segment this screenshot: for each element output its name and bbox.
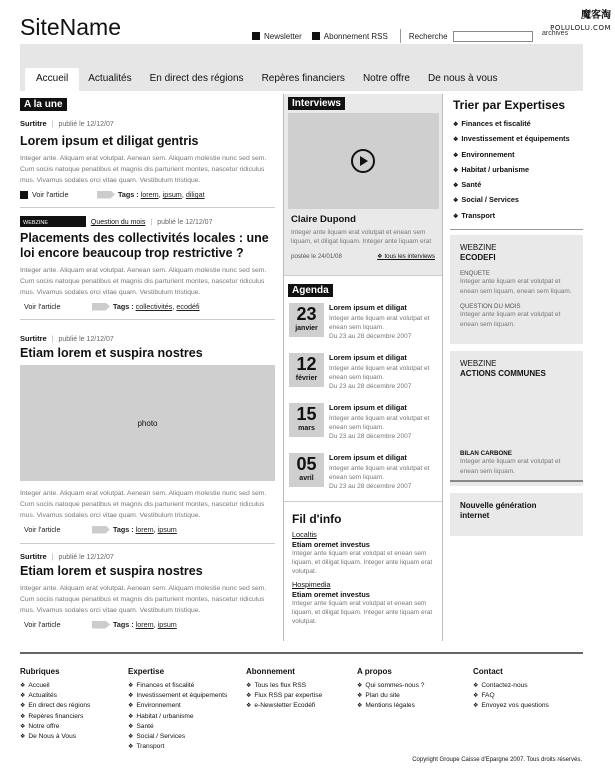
info-body: Integer ante liquam erat volutpat et enean sem liquam, et diligat liquam. Integer ante liquam erat volutpat. bbox=[292, 550, 433, 575]
section-title: A la une bbox=[20, 98, 67, 111]
event-body: Integer ante liquam erat volutpat et enean sem liquam. bbox=[329, 465, 430, 481]
agenda-item[interactable] bbox=[289, 453, 442, 491]
footer-link[interactable]: ❖ FAQ bbox=[473, 691, 549, 701]
footer-link[interactable]: ❖ Habitat / urbanisme bbox=[128, 712, 227, 722]
footer-link[interactable]: ❖ Actualités bbox=[20, 691, 90, 701]
footer-link[interactable]: ❖ Accueil bbox=[20, 681, 90, 691]
footer-link[interactable]: ❖ Investissement et équipements bbox=[128, 691, 227, 701]
webzine-badge bbox=[20, 216, 86, 227]
month: février bbox=[295, 375, 318, 382]
event-title: Lorem ipsum et diligat bbox=[329, 453, 407, 462]
tag-link[interactable]: ipsum bbox=[157, 620, 177, 629]
agenda-item[interactable] bbox=[289, 403, 442, 441]
divider bbox=[450, 480, 583, 482]
promo-title: Nouvelle génération bbox=[460, 501, 537, 511]
event-title: Lorem ipsum et diligat bbox=[329, 403, 407, 412]
expertise-item[interactable]: ❖ Transport bbox=[453, 209, 583, 224]
publish-date: publié le 12/12/07 bbox=[157, 219, 213, 226]
read-more-link[interactable]: Voir l'article bbox=[24, 302, 61, 311]
article-body: Integer ante. Aliquam erat volutpat. Aenean sem. Aliquam molestie nunc sed sem. Cum sociis natoque penatibus et magnis dis parturient montes, nascetur ridiculus mus. Vivamus sodales orci vitae quam. Vestibulum tristique. bbox=[20, 490, 267, 519]
event-body: Integer ante liquam erat volutpat et enean sem liquam. bbox=[329, 415, 430, 431]
tag-link[interactable]: lorem bbox=[135, 620, 154, 629]
date-block bbox=[289, 453, 324, 487]
top-links bbox=[252, 29, 533, 43]
tags-label: Tags : bbox=[113, 525, 134, 534]
all-interviews-label: tous les interviews bbox=[384, 253, 435, 260]
divider bbox=[20, 543, 275, 544]
article-2: WEBZINE ECODEFI Question du mois | publié le 12/12/07 Placements des collectivités locales : une loi encore beaucoup trop restrictive ? Integer ante. Aliquam erat volutpat. Aenean sem. Aliquam molestie nunc sed sem. Cum sociis natoque penatibus et magnis dis parturient montes, nascetur ridiculus mus. Vivamus sodales orci vitae quam. Vestibulum tristique. Voir l'article Tags : collectivités, ecodéfi bbox=[20, 216, 275, 311]
footer-link[interactable]: ❖ En direct des régions bbox=[20, 701, 90, 711]
event-title: Lorem ipsum et diligat bbox=[329, 303, 407, 312]
newsletter-link[interactable]: Newsletter bbox=[264, 31, 302, 41]
footer-heading: Contact bbox=[473, 667, 503, 676]
footer-link[interactable]: ❖ Flux RSS par expertise bbox=[246, 691, 322, 701]
video-player[interactable] bbox=[288, 113, 439, 209]
month: mars bbox=[298, 425, 315, 432]
footer-link[interactable]: ❖ Environnement bbox=[128, 701, 227, 711]
footer-link[interactable]: ❖ De Nous à Vous bbox=[20, 732, 90, 742]
section-title: Trier par Expertises bbox=[453, 98, 566, 112]
tag-link[interactable]: ipsum bbox=[157, 525, 177, 534]
day: 05 bbox=[296, 454, 317, 474]
day: 23 bbox=[296, 304, 317, 324]
surtitre: Surtitre bbox=[20, 334, 47, 343]
footer-col-abonnement bbox=[246, 667, 322, 712]
read-more-link[interactable]: Voir l'article bbox=[24, 525, 61, 534]
promo-title: internet bbox=[460, 511, 490, 521]
month: avril bbox=[299, 475, 314, 482]
source-link[interactable]: Hospimedia bbox=[292, 580, 331, 589]
section-title: Interviews bbox=[288, 97, 345, 110]
publish-date: publié le 12/12/07 bbox=[58, 121, 114, 128]
a-la-une bbox=[20, 98, 275, 629]
expertise-item[interactable]: ❖ Santé bbox=[453, 178, 583, 193]
badge-text: ECODEFI bbox=[49, 217, 83, 226]
event-body: Integer ante liquam erat volutpat et enean sem liquam. bbox=[329, 365, 430, 381]
article-3: Surtitre | publié le 12/12/07 Etiam lorem et suspira nostres photo Integer ante. Aliquam erat volutpat. Aenean sem. Aliquam molestie nunc sed sem. Cum sociis natoque penatibus et magnis dis parturient montes, nascetur ridiculus mus. Vivamus sodales orci vitae quam. Vestibulum tristique. Voir l'article Tags : lorem, ipsum bbox=[20, 334, 275, 534]
square-icon bbox=[20, 191, 28, 199]
divider bbox=[400, 29, 401, 43]
webzine-subhead: BILAN CARBONE bbox=[460, 450, 512, 458]
tag-icon bbox=[92, 621, 110, 629]
date-block bbox=[289, 353, 324, 387]
month: janvier bbox=[295, 325, 318, 332]
tag-link[interactable]: ecodéfi bbox=[176, 302, 200, 311]
agenda-item[interactable] bbox=[289, 303, 442, 341]
publish-date: publié le 12/12/07 bbox=[58, 336, 114, 343]
event-range: Du 23 au 28 décembre 2007 bbox=[329, 483, 412, 490]
interview-name[interactable]: Claire Dupond bbox=[291, 214, 356, 225]
main-nav bbox=[20, 44, 583, 91]
publish-date: publié le 12/12/07 bbox=[58, 554, 114, 561]
agenda-panel bbox=[284, 276, 442, 297]
day: 12 bbox=[296, 354, 317, 374]
footer-link[interactable]: ❖ Social / Services bbox=[128, 732, 227, 742]
event-body: Integer ante liquam erat volutpat et enean sem liquam. bbox=[329, 315, 430, 331]
divider bbox=[450, 229, 583, 230]
tag-link[interactable]: collectivités bbox=[135, 302, 173, 311]
footer-link[interactable]: ❖ e-Newsletter Ecodéfi bbox=[246, 701, 322, 711]
footer-link[interactable]: ❖ Repères financiers bbox=[20, 712, 90, 722]
footer-link[interactable]: ❖ Envoyez vos questions bbox=[473, 701, 549, 711]
footer-link[interactable]: ❖ Notre offre bbox=[20, 722, 90, 732]
newsletter-icon bbox=[252, 32, 260, 40]
watermark-url: POLULOLU.COM bbox=[550, 24, 611, 32]
footer-heading: Rubriques bbox=[20, 667, 60, 676]
site-logo[interactable]: SiteName bbox=[20, 14, 121, 40]
expertise-item[interactable]: ❖ Habitat / urbanisme bbox=[453, 163, 583, 178]
tab-offre[interactable]: Notre offre bbox=[362, 73, 410, 84]
tag-icon bbox=[97, 191, 115, 199]
tag-icon bbox=[92, 303, 110, 311]
rss-link[interactable]: Abonnement RSS bbox=[323, 31, 388, 41]
webzine-subhead: QUESTION DU MOIS bbox=[460, 303, 521, 311]
tags-label: Tags : bbox=[118, 190, 139, 199]
tag-link[interactable]: lorem bbox=[140, 190, 159, 199]
agenda-list bbox=[284, 303, 442, 491]
footer-link[interactable]: ❖ Santé bbox=[128, 722, 227, 732]
filinfo-item bbox=[292, 580, 434, 626]
event-title: Lorem ipsum et diligat bbox=[329, 353, 407, 362]
webzine-label: WEBZINE bbox=[460, 359, 497, 369]
info-title[interactable]: Etiam oremet investus bbox=[292, 540, 370, 549]
article-title[interactable]: Lorem ipsum et diligat gentris bbox=[20, 134, 199, 148]
expertise-item[interactable]: ❖ Investissement et équipements bbox=[453, 132, 583, 147]
article-body: Integer ante. Aliquam erat volutpat. Aenean sem. Aliquam molestie nunc sed sem. Cum sociis natoque penatibus et magnis dis parturient montes, nascetur ridiculus mus. Vivamus sodales orci vitae quam. Vestibulum tristique. bbox=[20, 585, 267, 614]
article-title[interactable]: Placements des collectivités locales : une loi encore beaucoup trop restrictive ? bbox=[20, 231, 269, 260]
read-more-link[interactable]: Voir l'article bbox=[24, 620, 61, 629]
webzine-title: ECODEFI bbox=[460, 253, 496, 263]
tag-link[interactable]: ipsum bbox=[162, 190, 182, 199]
article-body: Integer ante. Aliquam erat volutpat. Aenean sem. Aliquam molestie nunc sed sem. Cum sociis natoque penatibus et magnis dis parturient montes, nascetur ridiculus mus. Vivamus sodales orci vitae quam. Vestibulum tristique. bbox=[20, 267, 267, 296]
divider bbox=[20, 319, 275, 320]
footer-heading: Expertise bbox=[128, 667, 165, 676]
event-range: Du 23 au 28 décembre 2007 bbox=[329, 383, 412, 390]
source-link[interactable]: Localtis bbox=[292, 530, 317, 539]
footer-col-contact bbox=[473, 667, 549, 712]
footer-link[interactable]: ❖ Qui sommes-nous ? bbox=[357, 681, 424, 691]
play-icon[interactable] bbox=[351, 149, 375, 173]
expertise-item[interactable]: ❖ Social / Services bbox=[453, 193, 583, 208]
footer-link[interactable]: ❖ Contactez-nous bbox=[473, 681, 549, 691]
surtitre: Surtitre bbox=[20, 552, 47, 561]
footer-link[interactable]: ❖ Tous les flux RSS bbox=[246, 681, 322, 691]
footer-heading: Abonnement bbox=[246, 667, 295, 676]
tags-label: Tags : bbox=[113, 302, 134, 311]
nouvelle-generation[interactable] bbox=[450, 493, 583, 536]
search-label: Recherche bbox=[408, 31, 448, 41]
tag-link[interactable]: diligat bbox=[185, 190, 205, 199]
webzine-title: ACTIONS COMMUNES bbox=[460, 369, 546, 379]
interviews-panel bbox=[284, 94, 442, 275]
badge-text: WEBZINE bbox=[23, 220, 49, 226]
tab-reperes[interactable]: Repères financiers bbox=[261, 73, 345, 84]
divider bbox=[20, 207, 275, 208]
agenda-item[interactable] bbox=[289, 353, 442, 391]
tag-icon bbox=[92, 526, 110, 534]
date-block bbox=[289, 403, 324, 437]
diamond-icon: ❖ bbox=[377, 253, 385, 260]
tab-actualites[interactable]: Actualités bbox=[88, 73, 132, 84]
webzine-ecodefi[interactable] bbox=[450, 235, 583, 344]
tags-label: Tags : bbox=[113, 620, 134, 629]
watermark-text: 魔客淘 bbox=[581, 10, 611, 21]
filinfo-panel bbox=[284, 502, 442, 626]
footer-link[interactable]: ❖ Plan du site bbox=[357, 691, 424, 701]
webzine-actions[interactable] bbox=[450, 351, 583, 486]
search-input[interactable] bbox=[453, 31, 533, 42]
expertise-item[interactable]: ❖ Finances et fiscalité bbox=[453, 117, 583, 132]
category-link[interactable]: Question du mois bbox=[90, 219, 146, 226]
middle-column bbox=[283, 94, 443, 641]
rss-icon bbox=[312, 32, 320, 40]
article-photo[interactable] bbox=[20, 365, 275, 481]
filinfo-item bbox=[292, 530, 434, 576]
footer bbox=[20, 652, 583, 751]
date-block bbox=[289, 303, 324, 337]
expertise-item[interactable]: ❖ Environnement bbox=[453, 148, 583, 163]
event-range: Du 23 au 28 décembre 2007 bbox=[329, 433, 412, 440]
webzine-text: Integer ante liquam erat volutpat et enean sem liquam. bbox=[460, 311, 561, 328]
photo-label: photo bbox=[137, 418, 158, 428]
article-title[interactable]: Etiam lorem et suspira nostres bbox=[20, 564, 203, 578]
interview-date: postée le 24/01/08 bbox=[291, 253, 342, 260]
footer-link[interactable]: ❖ Transport bbox=[128, 742, 227, 752]
tab-nous[interactable]: De nous à vous bbox=[428, 73, 498, 84]
surtitre: Surtitre bbox=[20, 119, 47, 128]
copyright: Copyright Groupe Caisse d'Epargne 2007. Tous droits réservés. bbox=[412, 757, 582, 763]
interview-body: Integer ante liquam erat volutpat et enean sem liquam, et diligat liquam. Integer ante liquam erat bbox=[291, 229, 432, 245]
event-range: Du 23 au 28 décembre 2007 bbox=[329, 333, 412, 340]
webzine-label: WEBZINE bbox=[460, 243, 497, 253]
section-title: Fil d'info bbox=[292, 512, 342, 526]
info-title[interactable]: Etiam oremet investus bbox=[292, 590, 370, 599]
section-title: Agenda bbox=[288, 284, 333, 297]
day: 15 bbox=[296, 404, 317, 424]
footer-link[interactable]: ❖ Mentions légales bbox=[357, 701, 424, 711]
footer-col-apropos bbox=[357, 667, 424, 712]
footer-col-rubriques bbox=[20, 667, 90, 742]
all-interviews-link[interactable] bbox=[377, 253, 435, 260]
tag-link[interactable]: lorem bbox=[135, 525, 154, 534]
webzine-subhead: ENQUETE bbox=[460, 270, 490, 278]
read-more-link[interactable]: Voir l'article bbox=[32, 190, 69, 199]
footer-link[interactable]: ❖ Finances et fiscalité bbox=[128, 681, 227, 691]
article-body: Integer ante. Aliquam erat volutpat. Aenean sem. Aliquam molestie nunc sed sem. Cum sociis natoque penatibus et magnis dis parturient montes, nascetur ridiculus mus. Vivamus sodales orci vitae quam. Vestibulum tristique. bbox=[20, 155, 267, 184]
tab-regions[interactable]: En direct des régions bbox=[149, 73, 244, 84]
footer-heading: A propos bbox=[357, 667, 392, 676]
archives-link[interactable]: archives bbox=[542, 30, 569, 37]
right-column bbox=[450, 94, 583, 536]
info-body: Integer ante liquam erat volutpat et enean sem liquam, et diligat liquam. Integer ante liquam erat volutpat. bbox=[292, 600, 433, 625]
article-4: Surtitre | publié le 12/12/07 Etiam lorem et suspira nostres Integer ante. Aliquam erat volutpat. Aenean sem. Aliquam molestie nunc sed sem. Cum sociis natoque penatibus et magnis dis parturient montes, nascetur ridiculus mus. Vivamus sodales orci vitae quam. Vestibulum tristique. Voir l'article Tags : lorem, ipsum bbox=[20, 552, 275, 629]
article-1: Surtitre | publié le 12/12/07 Lorem ipsum et diligat gentris Integer ante. Aliquam erat volutpat. Aenean sem. Aliquam molestie nunc sed sem. Cum sociis natoque penatibus et magnis dis parturient montes, nascetur ridiculus mus. Vivamus sodales orci vitae quam. Vestibulum tristique. Voir l'article Tags : lorem, ipsum, diligat bbox=[20, 119, 275, 199]
webzine-text: Integer ante liquam erat volutpat et enean sem liquam. bbox=[460, 458, 561, 475]
expertise-list bbox=[450, 117, 583, 224]
webzine-text: Integer ante liquam erat volutpat et enean sem liquam, enean sem liquam. bbox=[460, 278, 572, 295]
tab-accueil[interactable]: Accueil bbox=[25, 68, 79, 91]
footer-col-expertise bbox=[128, 667, 227, 752]
article-title[interactable]: Etiam lorem et suspira nostres bbox=[20, 346, 203, 360]
